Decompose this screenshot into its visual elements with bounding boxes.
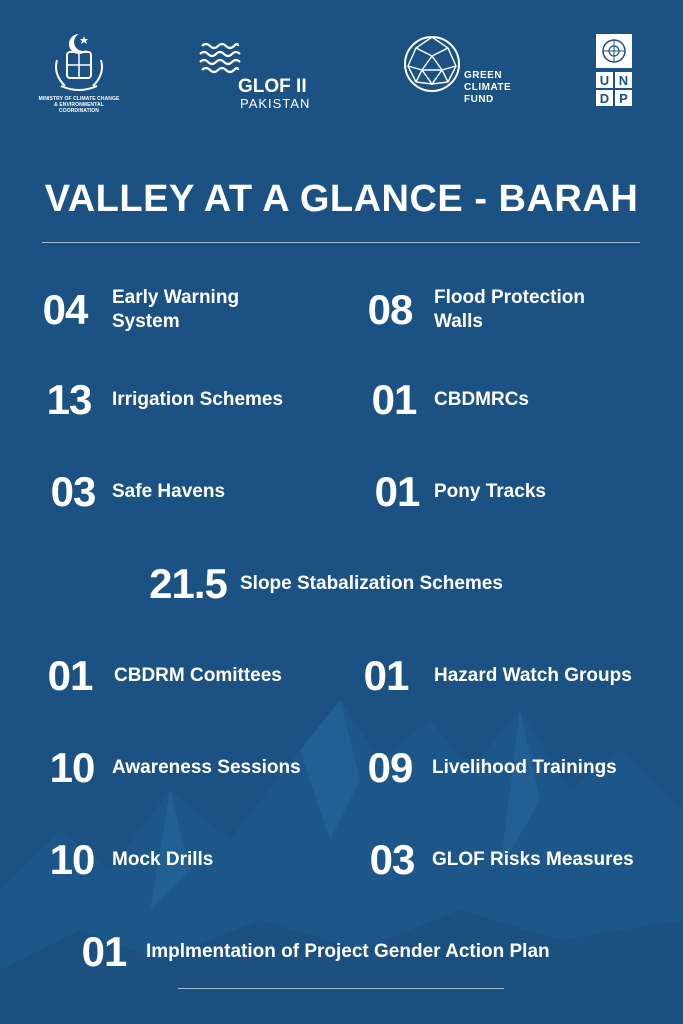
stat-value: 10 — [49, 836, 95, 883]
stat-value: 04 — [42, 286, 88, 333]
stat-label: Early Warning System — [112, 287, 240, 332]
stat-label: CBDMRCs — [434, 389, 529, 410]
stat-label: Pony Tracks — [434, 481, 546, 502]
ministry-name: MINISTRY OF CLIMATE CHANGE & ENVIRONMENTAL COORDINATION — [38, 96, 120, 114]
ministry-logo — [34, 30, 124, 114]
waves-icon — [198, 36, 242, 80]
stat-glof-risks — [364, 836, 634, 884]
page-title: VALLEY AT A GLANCE - BARAH — [44, 178, 639, 220]
stat-value: 01 — [47, 652, 93, 699]
stat-label: Implmentation of Project Gender Action Plan — [146, 941, 550, 962]
gcf-name: GREEN CLIMATE FUND — [464, 70, 512, 105]
undp-logo — [596, 34, 632, 106]
stat-early-warning — [34, 286, 239, 334]
stat-hazard-watch — [358, 652, 632, 700]
gcf-logo — [402, 34, 532, 114]
title-divider — [42, 242, 640, 243]
geodesic-sphere-icon — [402, 34, 462, 94]
stat-cbdrm-committees — [42, 652, 282, 700]
stat-value: 01 — [371, 376, 417, 423]
stat-label: Awareness Sessions — [112, 757, 301, 778]
glof-subtitle: PAKISTAN — [240, 96, 311, 111]
stat-label: Hazard Watch Groups — [434, 665, 632, 686]
stat-pony-tracks — [370, 468, 546, 516]
stat-value: 10 — [49, 744, 95, 791]
stat-label: CBDRM Comittees — [114, 665, 282, 686]
stat-value: 01 — [363, 652, 409, 699]
undp-letter: N — [615, 72, 632, 88]
stat-value: 08 — [367, 286, 413, 333]
stat-value: 01 — [374, 468, 420, 515]
stat-livelihood — [360, 744, 617, 792]
un-emblem-icon — [596, 34, 632, 68]
stat-label: Safe Havens — [112, 481, 226, 502]
undp-letter: P — [615, 90, 632, 106]
stat-value: 01 — [81, 928, 127, 975]
undp-letter: U — [596, 72, 613, 88]
stat-label: GLOF Risks Measures — [432, 849, 634, 870]
stat-flood-walls — [360, 286, 585, 334]
stat-slope-stabalization — [146, 560, 503, 608]
stat-label: Livelihood Trainings — [432, 757, 617, 778]
stat-label: Slope Stabalization Schemes — [240, 573, 503, 594]
glof-logo — [196, 34, 326, 114]
undp-letter: D — [596, 90, 613, 106]
partner-logos — [0, 30, 683, 120]
stat-gender-action-plan — [76, 928, 550, 976]
stat-label: Irrigation Schemes — [112, 389, 284, 410]
stat-value: 21.5 — [149, 560, 227, 607]
stat-cbdmrcs — [366, 376, 529, 424]
stat-irrigation — [40, 376, 283, 424]
stat-label: Mock Drills — [112, 849, 214, 870]
bottom-divider — [178, 988, 504, 989]
stat-value: 03 — [50, 468, 96, 515]
stat-label: Flood Protection Walls — [434, 287, 585, 332]
stat-value: 09 — [367, 744, 413, 791]
stat-value: 03 — [369, 836, 415, 883]
stat-awareness — [44, 744, 301, 792]
stat-value: 13 — [46, 376, 92, 423]
glof-title: GLOF II — [238, 76, 307, 97]
government-emblem-icon — [51, 30, 107, 94]
stat-safe-havens — [44, 468, 225, 516]
stat-mock-drills — [44, 836, 213, 884]
undp-letters — [596, 72, 632, 106]
